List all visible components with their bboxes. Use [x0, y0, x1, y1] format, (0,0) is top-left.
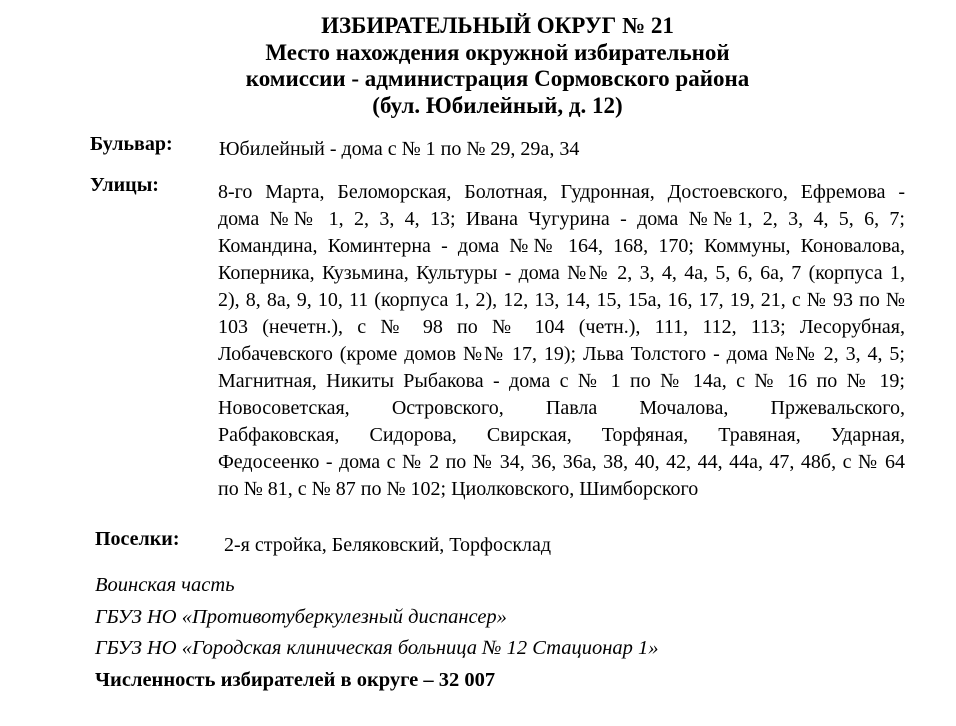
- streets-line: Новосоветская, Островского, Павла Мочалова, Пржевальского,: [218, 397, 905, 419]
- document-title: [90, 13, 905, 119]
- institutions-list: [95, 570, 915, 665]
- title-line: ИЗБИРАТЕЛЬНЫЙ ОКРУГ № 21: [321, 13, 674, 38]
- title-line: (бул. Юбилейный, д. 12): [372, 92, 623, 118]
- streets-text: [218, 179, 905, 503]
- voters-count: Численность избирателей в округе – 32 007: [95, 669, 496, 691]
- streets-line: 103 (нечетн.), с № 98 по № 104 (четн.), 111, 112, 113; Лесорубная,: [218, 316, 905, 338]
- streets-line: Рабфаковская, Сидорова, Свирская, Торфяная, Травяная, Ударная,: [218, 424, 905, 446]
- institution-item: Воинская часть: [95, 574, 235, 596]
- streets-line: 8-го Марта, Беломорская, Болотная, Гудронная, Достоевского, Ефремова -: [218, 181, 905, 203]
- settlements-value: 2-я стройка, Беляковский, Торфосклад: [224, 534, 552, 556]
- streets-line: Лобачевского (кроме домов №№ 17, 19); Льва Толстого - дома №№ 2, 3, 4, 5;: [218, 343, 905, 365]
- title-line: комиссии - администрация Сормовского района: [245, 66, 750, 91]
- boulevard-label: Бульвар:: [90, 133, 173, 155]
- streets-line: по № 81, с № 87 по № 102; Циолковского, Шимборского: [218, 478, 699, 500]
- streets-label: Улицы:: [90, 174, 159, 196]
- streets-line: Командина, Коминтерна - дома №№ 164, 168, 170; Коммуны, Коновалова,: [218, 235, 905, 257]
- institution-item: ГБУЗ НО «Городская клиническая больница № 12 Стационар 1»: [95, 637, 659, 659]
- settlements-label: Поселки:: [95, 528, 180, 550]
- institution-item: ГБУЗ НО «Противотуберкулезный диспансер»: [95, 605, 507, 628]
- boulevard-value: Юбилейный - дома с № 1 по № 29, 29а, 34: [219, 138, 580, 160]
- streets-line: Федосеенко - дома с № 2 по № 34, 36, 36а, 38, 40, 42, 44, 44а, 47, 48б, с № 64: [218, 451, 905, 473]
- streets-line: дома №№ 1, 2, 3, 4, 13; Ивана Чугурина - дома №№1, 2, 3, 4, 5, 6, 7;: [218, 208, 905, 230]
- streets-line: Магнитная, Никиты Рыбакова - дома с № 1 по № 14а, с № 16 по № 19;: [218, 370, 905, 392]
- streets-line: 2), 8, 8а, 9, 10, 11 (корпуса 1, 2), 12, 13, 14, 15, 15а, 16, 17, 19, 21, с № 93 по №: [218, 289, 905, 311]
- title-line: Место нахождения окружной избирательной: [265, 39, 730, 65]
- streets-line: Коперника, Кузьмина, Культуры - дома №№ 2, 3, 4, 4а, 5, 6, 6а, 7 (корпуса 1,: [218, 262, 905, 284]
